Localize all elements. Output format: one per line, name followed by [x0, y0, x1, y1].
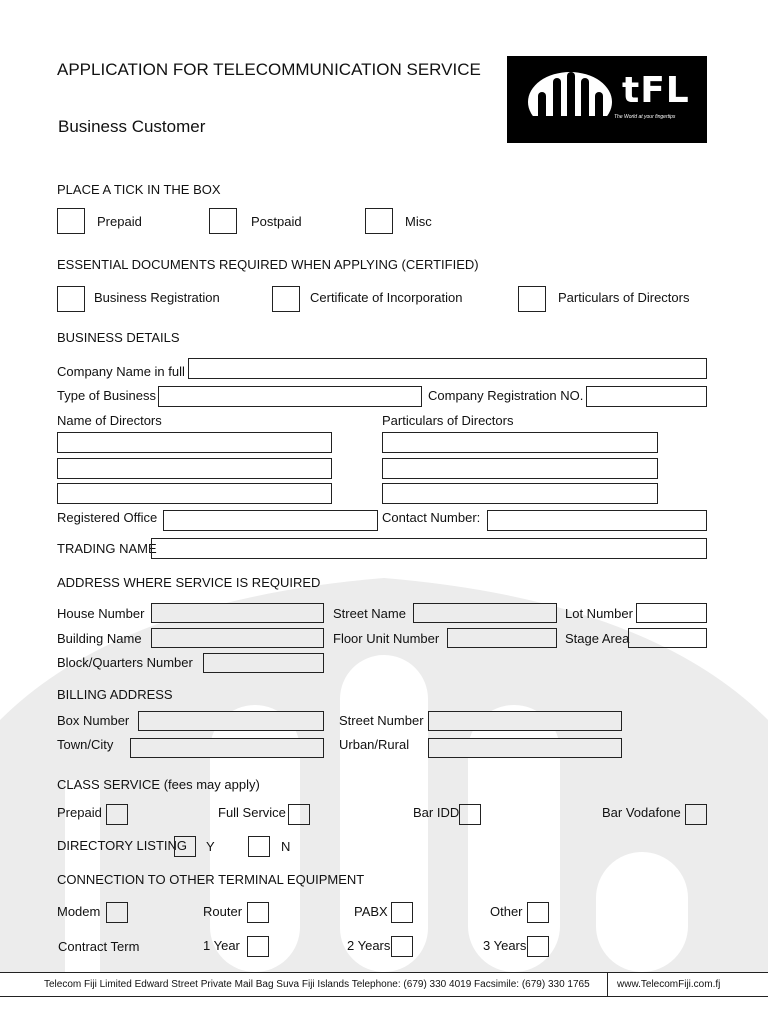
misc-label: Misc: [405, 214, 432, 229]
certificate-incorporation-label: Certificate of Incorporation: [310, 290, 463, 305]
one-year-checkbox[interactable]: [247, 936, 269, 957]
lot-number-label: Lot Number: [565, 606, 633, 621]
stage-area-field[interactable]: [628, 628, 707, 648]
directory-no-label: N: [281, 839, 291, 854]
box-number-label: Box Number: [57, 713, 130, 728]
pabx-checkbox[interactable]: [391, 902, 413, 923]
one-year-label: 1 Year: [203, 938, 240, 953]
company-name-field[interactable]: [188, 358, 707, 379]
footer-divider: [607, 972, 608, 997]
postpaid-checkbox[interactable]: [209, 208, 237, 234]
billing-heading: BILLING ADDRESS: [57, 687, 173, 702]
director-name-field-3[interactable]: [57, 483, 332, 504]
urban-rural-field[interactable]: [428, 738, 622, 758]
directory-listing-checkbox[interactable]: [174, 836, 196, 857]
block-quarters-field[interactable]: [203, 653, 324, 673]
business-heading: BUSINESS DETAILS: [57, 330, 180, 345]
particulars-of-directors-label: Particulars of Directors: [382, 413, 514, 428]
directory-yes-label: Y: [206, 839, 215, 854]
directory-no-checkbox[interactable]: [248, 836, 270, 857]
particulars-directors-label: Particulars of Directors: [558, 290, 690, 305]
class-prepaid-label: Prepaid: [57, 805, 102, 820]
postpaid-label: Postpaid: [251, 214, 302, 229]
prepaid-label: Prepaid: [97, 214, 142, 229]
business-registration-checkbox[interactable]: [57, 286, 85, 312]
trading-name-field[interactable]: [151, 538, 707, 559]
name-of-directors-label: Name of Directors: [57, 413, 162, 428]
logo-text: tFL: [622, 70, 690, 111]
modem-label: Modem: [57, 904, 101, 919]
building-name-field[interactable]: [151, 628, 324, 648]
footer-address: Telecom Fiji Limited Edward Street Private Mail Bag Suva Fiji Islands Telephone: (679) 330 4019 Facsimile: (679) 330 1765: [44, 979, 590, 990]
block-quarters-label: Block/Quarters Number: [57, 655, 193, 670]
contact-number-label: Contact Number:: [382, 510, 481, 525]
tick-heading: PLACE A TICK IN THE BOX: [57, 182, 221, 197]
bar-idd-checkbox[interactable]: [459, 804, 481, 825]
full-service-checkbox[interactable]: [288, 804, 310, 825]
pabx-label: PABX: [354, 904, 388, 919]
modem-checkbox[interactable]: [106, 902, 128, 923]
three-years-label: 3 Years: [483, 938, 527, 953]
two-years-label: 2 Years: [347, 938, 391, 953]
director-name-field-2[interactable]: [57, 458, 332, 479]
router-label: Router: [203, 904, 243, 919]
lot-number-field[interactable]: [636, 603, 707, 623]
town-city-label: Town/City: [57, 737, 114, 752]
building-name-label: Building Name: [57, 631, 142, 646]
house-number-label: House Number: [57, 606, 145, 621]
contact-number-field[interactable]: [487, 510, 707, 531]
misc-checkbox[interactable]: [365, 208, 393, 234]
trading-name-label: TRADING NAME: [57, 541, 157, 556]
page-subtitle: Business Customer: [58, 117, 206, 136]
box-number-field[interactable]: [138, 711, 324, 731]
directory-listing-label: DIRECTORY LISTING: [57, 838, 188, 853]
type-of-business-field[interactable]: [158, 386, 422, 407]
street-name-field[interactable]: [413, 603, 557, 623]
class-prepaid-checkbox[interactable]: [106, 804, 128, 825]
footer-website[interactable]: www.TelecomFiji.com.fj: [617, 979, 721, 990]
street-name-label: Street Name: [333, 606, 406, 621]
other-checkbox[interactable]: [527, 902, 549, 923]
house-number-field[interactable]: [151, 603, 324, 623]
company-reg-label: Company Registration NO.: [428, 388, 584, 403]
director-particulars-field-3[interactable]: [382, 483, 658, 504]
other-label: Other: [490, 904, 523, 919]
registered-office-label: Registered Office: [57, 510, 158, 525]
documents-heading: ESSENTIAL DOCUMENTS REQUIRED WHEN APPLYING (CERTIFIED): [57, 257, 479, 272]
company-name-label: Company Name in full: [57, 364, 185, 379]
bar-vodafone-checkbox[interactable]: [685, 804, 707, 825]
floor-unit-label: Floor Unit Number: [333, 631, 440, 646]
contract-term-label: Contract Term: [58, 939, 140, 954]
service-address-heading: ADDRESS WHERE SERVICE IS REQUIRED: [57, 575, 321, 590]
logo-tagline: The World at your fingertips: [614, 114, 676, 120]
prepaid-checkbox[interactable]: [57, 208, 85, 234]
director-particulars-field-2[interactable]: [382, 458, 658, 479]
router-checkbox[interactable]: [247, 902, 269, 923]
bar-vodafone-label: Bar Vodafone: [602, 805, 681, 820]
company-reg-field[interactable]: [586, 386, 707, 407]
particulars-directors-checkbox[interactable]: [518, 286, 546, 312]
street-number-field[interactable]: [428, 711, 622, 731]
full-service-label: Full Service: [218, 805, 286, 820]
certificate-incorporation-checkbox[interactable]: [272, 286, 300, 312]
stage-area-label: Stage Area: [565, 631, 630, 646]
page-title: APPLICATION FOR TELECOMMUNICATION SERVICE: [57, 60, 481, 79]
director-particulars-field-1[interactable]: [382, 432, 658, 453]
urban-rural-label: Urban/Rural: [339, 737, 410, 752]
business-registration-label: Business Registration: [94, 290, 220, 305]
director-name-field-1[interactable]: [57, 432, 332, 453]
terminal-heading: CONNECTION TO OTHER TERMINAL EQUIPMENT: [57, 872, 365, 887]
registered-office-field[interactable]: [163, 510, 378, 531]
three-years-checkbox[interactable]: [527, 936, 549, 957]
bar-idd-label: Bar IDD: [413, 805, 460, 820]
street-number-label: Street Number: [339, 713, 424, 728]
town-city-field[interactable]: [130, 738, 324, 758]
tfl-logo: [507, 56, 707, 143]
type-of-business-label: Type of Business: [57, 388, 156, 403]
two-years-checkbox[interactable]: [391, 936, 413, 957]
class-service-heading: CLASS SERVICE (fees may apply): [57, 777, 260, 792]
floor-unit-field[interactable]: [447, 628, 557, 648]
